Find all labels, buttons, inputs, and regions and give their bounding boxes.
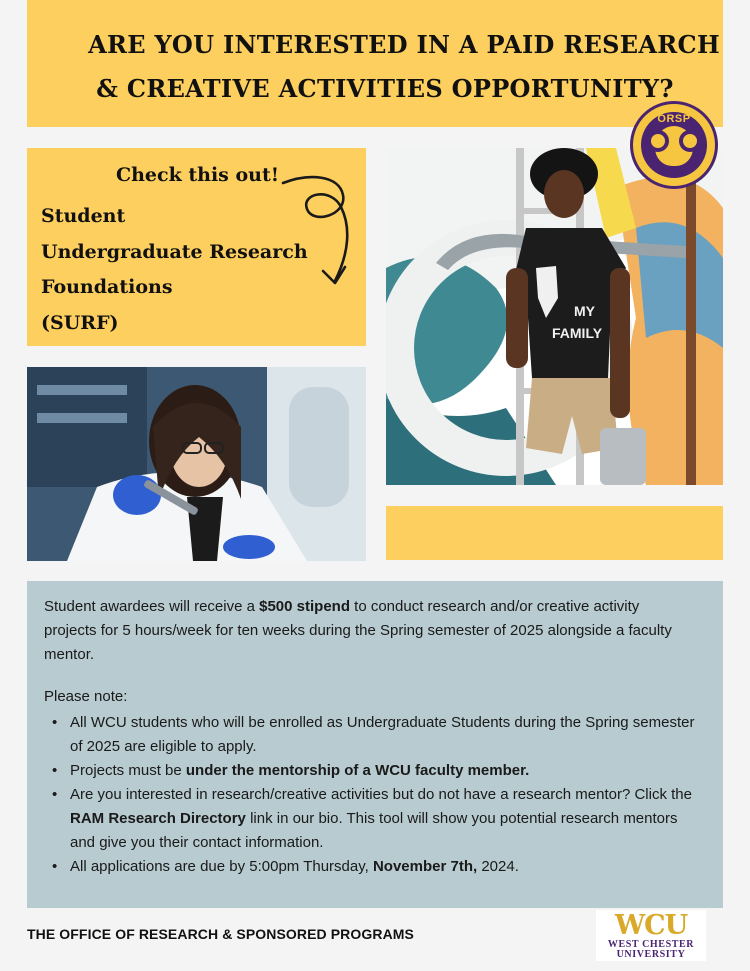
lead-text: to conduct research and/or creative activity projects for 5 hours/week for ten weeks during the Spring semester of 2025 alongside a faculty mentor.	[44, 598, 672, 663]
lead-text: Student awardees will receive a	[44, 598, 260, 615]
headline-line-2: & CREATIVE ACTIVITIES OPPORTUNITY?	[96, 73, 674, 103]
bullet-icon: •	[52, 858, 58, 875]
wcu-logo	[596, 910, 706, 961]
program-name-line: Undergraduate Research	[41, 240, 308, 263]
list-item	[44, 711, 704, 759]
list-item-text: link in our bio. This tool will show you potential research mentors and give you their contact information.	[70, 810, 678, 851]
headline-line-1: ARE YOU INTERESTED IN A PAID RESEARCH	[88, 29, 720, 59]
list-item	[44, 783, 704, 855]
list-item	[44, 855, 704, 879]
wcu-logo-line: UNIVERSITY	[616, 949, 686, 960]
note-heading: Please note:	[44, 688, 128, 705]
orsp-seal-logo	[630, 101, 718, 189]
seal-label: ORSP	[657, 113, 691, 125]
stipend-amount: $500 stipend	[259, 598, 350, 615]
deadline-date: November 7th,	[372, 858, 478, 875]
shirt-text-my: MY	[574, 303, 595, 319]
bullet-icon: •	[52, 786, 58, 803]
bullet-icon: •	[52, 762, 58, 779]
shirt-text-family: FAMILY	[552, 325, 603, 341]
mural-photo-illustration	[386, 148, 723, 485]
list-item	[44, 759, 704, 783]
callout-text: Check this out!	[116, 164, 280, 186]
office-name: THE OFFICE OF RESEARCH & SPONSORED PROGRAMS	[27, 926, 414, 942]
requirements-list	[44, 711, 703, 879]
list-item-text: 2024.	[477, 858, 519, 875]
program-name-line: Student	[41, 205, 126, 227]
info-panel	[27, 581, 723, 908]
wcu-logo-line: WEST CHESTER	[607, 939, 695, 950]
list-item-emphasis: under the mentorship of a WCU faculty member.	[185, 762, 530, 779]
list-item-text: All applications are due by 5:00pm Thursday,	[70, 858, 373, 875]
program-name	[41, 199, 308, 341]
list-item-text: Projects must be	[70, 762, 186, 779]
header-banner	[27, 0, 723, 127]
lab-student-photo	[27, 367, 366, 561]
program-name-line: (SURF)	[41, 311, 119, 334]
list-item-text: All WCU students who will be enrolled as Undergraduate Students during the Spring semester of 2025 are eligible to apply.	[70, 714, 695, 755]
program-name-line: Foundations	[41, 276, 173, 298]
ram-mascot-icon	[655, 126, 693, 166]
surf-callout-box	[27, 148, 366, 346]
list-item-text: Are you interested in research/creative activities but do not have a research mentor? Click the	[70, 786, 692, 803]
wcu-logo-mark: WCU	[614, 910, 688, 941]
stipend-description	[44, 595, 684, 667]
ram-research-directory-link: RAM Research Directory	[70, 810, 246, 827]
swirl-arrow-icon	[279, 173, 365, 293]
yellow-accent-strip	[386, 506, 723, 560]
bullet-icon: •	[52, 714, 58, 731]
mural-student-photo	[386, 148, 723, 485]
lab-photo-illustration	[27, 367, 366, 561]
